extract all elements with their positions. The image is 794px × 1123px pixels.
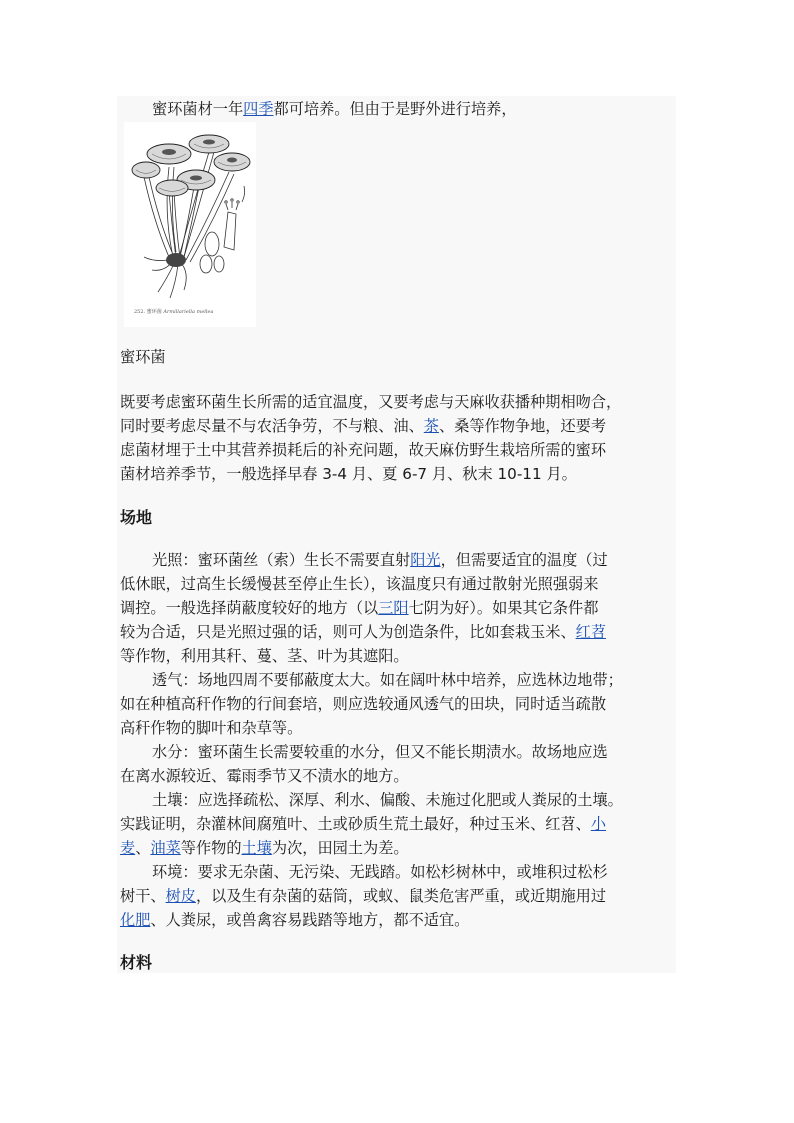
illustration-caption: [134, 308, 213, 315]
env-line-2: [120, 886, 606, 908]
season-text: 同时要考虑尽量不与农活争劳，不与粮、油、: [120, 417, 424, 435]
site-heading: 场地: [120, 508, 153, 527]
link-three-yang[interactable]: 三阳: [378, 599, 409, 617]
link-fertilizer[interactable]: 化肥: [120, 911, 151, 929]
light-line-2: 低休眠，过高生长缓慢甚至停止生长），该温度只有通过散射光照强弱来: [120, 575, 599, 593]
soil-text: 实践证明，杂灌林间腐殖叶、土或砂质生荒土最好，种过玉米、红苕、: [120, 815, 591, 833]
season-line-2: [120, 416, 606, 438]
light-line-5: 等作物，利用其秆、蔓、茎、叶为其遮阳。: [120, 647, 409, 665]
soil-line-1: 土壤：应选择疏松、深厚、利水、偏酸、未施过化肥或人粪尿的土壤。: [152, 791, 623, 809]
intro-text-end: 都可培养。但由于是野外进行培养，: [273, 100, 517, 118]
link-wheat-part-1[interactable]: 小: [590, 815, 606, 833]
env-text-end: ，以及生有杂菌的菇筒，或蚁、鼠类危害严重，或近期施用过: [195, 887, 606, 905]
season-line-1: 既要考虑蜜环菌生长所需的适宜温度，又要考虑与天麻收获播种期相吻合，: [120, 393, 622, 411]
link-four-seasons[interactable]: 四季: [243, 100, 274, 118]
season-line-4: 菌材培养季节，一般选择早春 3-4 月、夏 6-7 月、秋末 10-11 月。: [120, 465, 577, 483]
link-soil[interactable]: 土壤: [241, 839, 272, 857]
season-line-3: 虑菌材埋于土中其营养损耗后的补充问题，故天麻仿野生栽培所需的蜜环: [120, 441, 606, 459]
env-text: 树干、: [120, 887, 166, 905]
light-line-4: [120, 622, 606, 644]
soil-line-3: [120, 838, 409, 860]
link-bark[interactable]: 树皮: [165, 887, 196, 905]
season-text-end: 、桑等作物争地，还要考: [438, 417, 606, 435]
air-line-3: 高秆作物的脚叶和杂草等。: [120, 719, 303, 737]
light-text: 较为合适，只是光照过强的话，则可人为创造条件，比如套栽玉米、: [120, 623, 576, 641]
illustration-caption-latin: Armillariella mellea: [163, 309, 214, 315]
link-sweet-potato[interactable]: 红苕: [575, 623, 606, 641]
link-tea[interactable]: 茶: [423, 417, 439, 435]
caption-label: 蜜环菌: [120, 348, 166, 366]
light-line-3: [120, 598, 598, 620]
soil-separator: 、: [135, 839, 151, 857]
water-line-2: 在离水源较近、霉雨季节又不渍水的地方。: [120, 767, 409, 785]
water-line-1: 水分：蜜环菌生长需要较重的水分，但又不能长期渍水。故场地应选: [152, 743, 608, 761]
env-line-3: [120, 910, 469, 932]
illustration-caption-cn: 蜜环菌: [146, 309, 162, 315]
materials-heading: 材料: [120, 953, 153, 972]
soil-text: 等作物的: [180, 839, 242, 857]
light-text-end: 七阴为好）。如果其它条件都: [408, 599, 599, 617]
link-rapeseed[interactable]: 油菜: [150, 839, 181, 857]
light-line-1: [152, 550, 608, 572]
light-text: 光照：蜜环菌丝（索）生长不需要直射: [152, 551, 411, 569]
light-text-end: ，但需要适宜的温度（过: [440, 551, 608, 569]
mushroom-drawing: [124, 122, 256, 327]
armillaria-illustration: [124, 122, 256, 327]
illustration-caption-number: 252.: [134, 309, 146, 315]
link-wheat-part-2[interactable]: 麦: [120, 839, 136, 857]
intro-text: 蜜环菌材一年: [152, 100, 244, 118]
soil-text-end: 为次，田园土为差。: [271, 839, 409, 857]
soil-line-2: [120, 814, 606, 836]
link-sunlight[interactable]: 阳光: [410, 551, 441, 569]
air-line-2: 如在种植高秆作物的行间套培，则应选较通风透气的田块，同时适当疏散: [120, 695, 606, 713]
intro-paragraph: [152, 99, 517, 121]
air-line-1: 透气：场地四周不要郁蔽度太大。如在阔叶林中培养，应选林边地带；: [152, 671, 623, 689]
env-line-1: 环境：要求无杂菌、无污染、无践踏。如松杉树林中，或堆积过松杉: [152, 863, 608, 881]
light-text: 调控。一般选择荫蔽度较好的地方（以: [120, 599, 379, 617]
env-text-end: 、人粪尿，或兽禽容易践踏等地方，都不适宜。: [150, 911, 470, 929]
